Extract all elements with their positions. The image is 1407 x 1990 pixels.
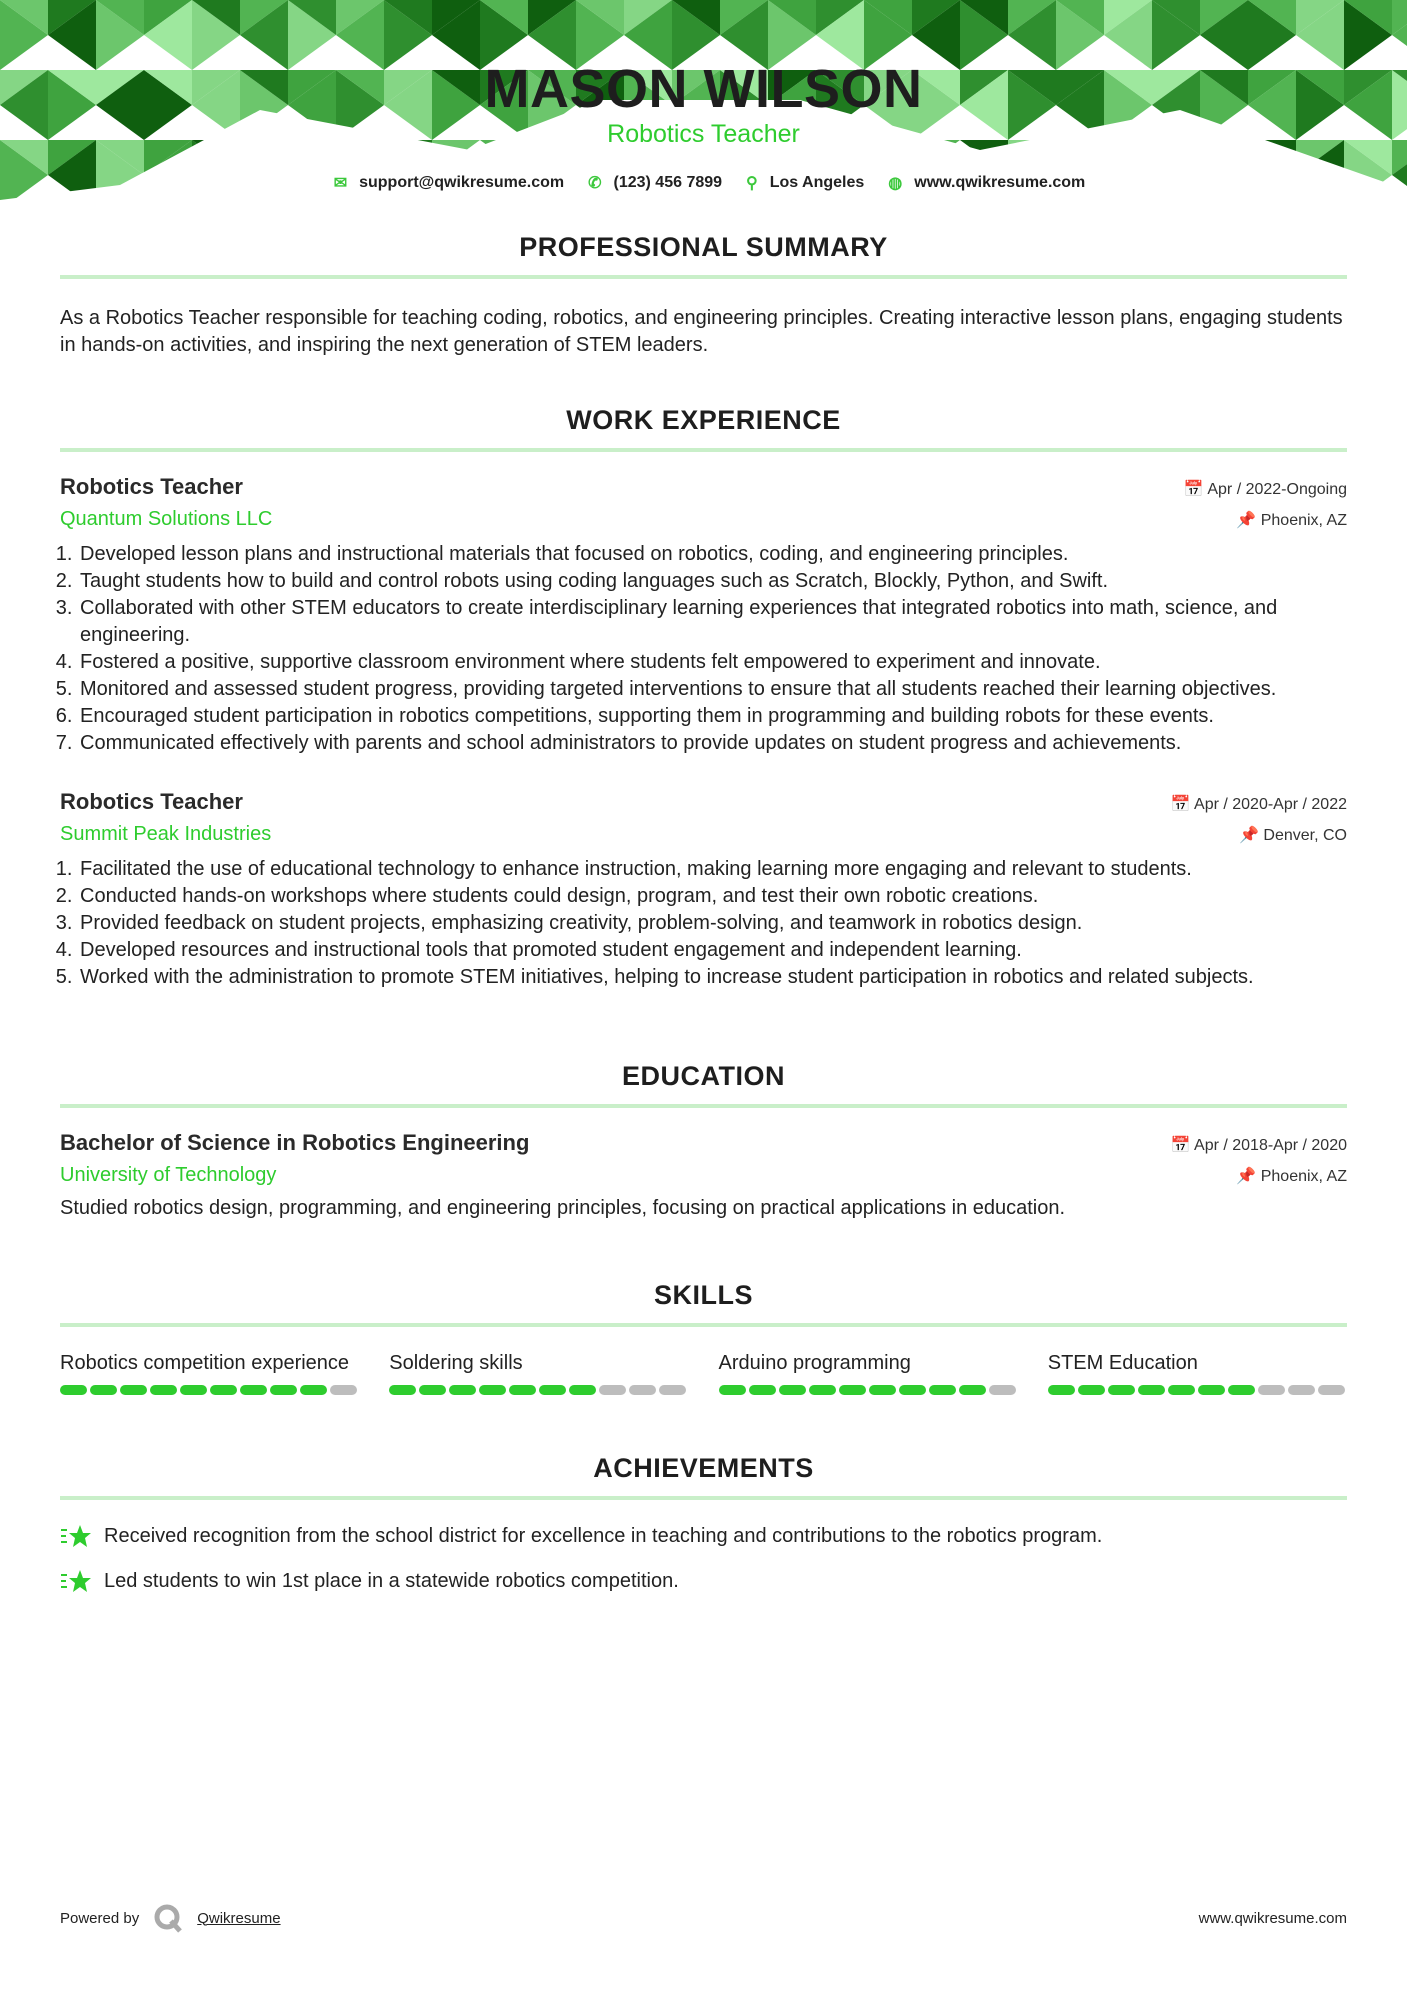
- skill-segment: [629, 1385, 656, 1395]
- pin-icon: 📌: [1239, 827, 1264, 844]
- bullet-item: 4. Fostered a positive, supportive classroom environment where students felt empowered to experiment and innovate.: [78, 649, 1347, 676]
- skill-segment: [1318, 1385, 1345, 1395]
- skill-name: Soldering skills: [389, 1352, 523, 1374]
- skill-segment: [1048, 1385, 1075, 1395]
- skill-segment: [1108, 1385, 1135, 1395]
- bullet-item: 2. Conducted hands-on workshops where students could design, program, and test their own robotic creations.: [78, 883, 1347, 910]
- edu-desc: Studied robotics design, programming, and engineering principles, focusing on practical applications in education.: [60, 1197, 1066, 1219]
- email[interactable]: support@qwikresume.com: [359, 174, 565, 191]
- skill-segment: [509, 1385, 536, 1395]
- star-award-icon: [60, 1522, 92, 1550]
- skill-segment: [449, 1385, 476, 1395]
- phone: (123) 456 7899: [613, 174, 723, 191]
- section-heading-education: EDUCATION: [60, 1061, 1347, 1108]
- skill-level-bar: [60, 1385, 359, 1395]
- skill-segment: [959, 1385, 986, 1395]
- skill-segment: [779, 1385, 806, 1395]
- globe-icon: ◍: [888, 175, 903, 192]
- footer-site[interactable]: www.qwikresume.com: [1198, 1909, 1347, 1927]
- phone-icon: ✆: [588, 175, 602, 192]
- skill-item: [719, 1349, 1018, 1395]
- skill-segment: [60, 1385, 87, 1395]
- candidate-role: Robotics Teacher: [607, 120, 800, 148]
- job-entry: [60, 789, 1347, 991]
- achievement-text: Received recognition from the school district for excellence in teaching and contributions to the robotics program.: [104, 1524, 1103, 1547]
- section-heading-work: WORK EXPERIENCE: [60, 405, 1347, 452]
- envelope-icon: ✉: [333, 175, 348, 192]
- skill-segment: [1258, 1385, 1285, 1395]
- skill-name: Robotics competition experience: [60, 1352, 350, 1374]
- bullet-item: 5. Monitored and assessed student progress, providing targeted interventions to ensure that all students reached their learning objectives.: [78, 676, 1347, 703]
- candidate-name: MASON WILSON: [484, 59, 923, 119]
- section-heading-achievements: ACHIEVEMENTS: [60, 1453, 1347, 1500]
- location-pin-icon: ⚲: [746, 175, 758, 192]
- bullet-item: 7. Communicated effectively with parents and school administrators to provide updates on student progress and achievements.: [78, 730, 1347, 757]
- website[interactable]: www.qwikresume.com: [914, 174, 1086, 191]
- calendar-icon: 📅: [1170, 796, 1195, 813]
- job-dates: Apr / 2022-Ongoing: [1207, 481, 1347, 498]
- calendar-icon: 📅: [1183, 481, 1208, 498]
- skill-segment: [180, 1385, 207, 1395]
- skill-segment: [479, 1385, 506, 1395]
- skill-segment: [120, 1385, 147, 1395]
- achievement-text: Led students to win 1st place in a statewide robotics competition.: [104, 1569, 679, 1592]
- location: Los Angeles: [769, 174, 865, 191]
- skill-segment: [210, 1385, 237, 1395]
- bullet-item: 6. Encouraged student participation in robotics competitions, supporting them in programming and building robots for these events.: [78, 703, 1347, 730]
- skill-name: Arduino programming: [718, 1352, 911, 1374]
- section-heading-skills: SKILLS: [60, 1280, 1347, 1327]
- skill-segment: [1168, 1385, 1195, 1395]
- skill-segment: [150, 1385, 177, 1395]
- job-dates: Apr / 2020-Apr / 2022: [1194, 796, 1347, 813]
- contact-bar: [0, 173, 1407, 193]
- skill-segment: [989, 1385, 1016, 1395]
- skill-item: [389, 1349, 688, 1395]
- bullet-item: 1. Facilitated the use of educational technology to enhance instruction, making learning more engaging and relevant to students.: [78, 856, 1347, 883]
- job-bullets: [78, 541, 1347, 757]
- summary-text: As a Robotics Teacher responsible for teaching coding, robotics, and engineering principles. Creating interactive lesson plans, engaging students in hands-on activities, and inspiring the next generation of STEM leaders.: [60, 307, 1343, 356]
- company: Summit Peak Industries: [60, 823, 272, 845]
- skill-segment: [1078, 1385, 1105, 1395]
- job-bullets: [78, 856, 1347, 991]
- bullet-item: 4. Developed resources and instructional tools that promoted student engagement and independent learning.: [78, 937, 1347, 964]
- pin-icon: 📌: [1236, 512, 1261, 529]
- job-title: Robotics Teacher: [60, 789, 243, 814]
- skill-segment: [389, 1385, 416, 1395]
- skill-item: [60, 1349, 359, 1395]
- job-title: Robotics Teacher: [60, 474, 243, 499]
- job-entry: [60, 474, 1347, 757]
- skill-segment: [1228, 1385, 1255, 1395]
- skill-segment: [300, 1385, 327, 1395]
- bullet-item: 2. Taught students how to build and control robots using coding languages such as Scratch, Blockly, Python, and Swift.: [78, 568, 1347, 595]
- school: University of Technology: [60, 1164, 277, 1186]
- skill-level-bar: [389, 1385, 688, 1395]
- skill-item: [1048, 1349, 1347, 1395]
- skill-segment: [1198, 1385, 1225, 1395]
- skill-segment: [929, 1385, 956, 1395]
- star-award-icon: [60, 1567, 92, 1595]
- section-heading-summary: PROFESSIONAL SUMMARY: [60, 232, 1347, 279]
- skill-segment: [240, 1385, 267, 1395]
- powered-by: Powered by: [60, 1909, 140, 1927]
- calendar-icon: 📅: [1170, 1137, 1195, 1154]
- skill-segment: [90, 1385, 117, 1395]
- skill-segment: [539, 1385, 566, 1395]
- achievement-item: [60, 1522, 1347, 1550]
- skill-segment: [749, 1385, 776, 1395]
- pin-icon: 📌: [1236, 1168, 1261, 1185]
- skill-segment: [270, 1385, 297, 1395]
- skill-name: STEM Education: [1047, 1352, 1198, 1374]
- skills-list: [60, 1349, 1347, 1395]
- skill-segment: [719, 1385, 746, 1395]
- bullet-item: 5. Worked with the administration to promote STEM initiatives, helping to increase student participation in robotics and related subjects.: [78, 964, 1347, 991]
- achievement-item: [60, 1567, 1347, 1595]
- skill-segment: [839, 1385, 866, 1395]
- edu-location: Phoenix, AZ: [1260, 1168, 1347, 1185]
- skill-segment: [899, 1385, 926, 1395]
- skill-segment: [659, 1385, 686, 1395]
- skill-segment: [869, 1385, 896, 1395]
- skill-segment: [330, 1385, 357, 1395]
- skill-segment: [809, 1385, 836, 1395]
- bullet-item: 3. Collaborated with other STEM educators to create interdisciplinary learning experiences that integrated robotics into math, science, and engineering.: [78, 595, 1347, 649]
- skill-segment: [599, 1385, 626, 1395]
- job-location: Denver, CO: [1263, 827, 1347, 844]
- footer: [60, 1903, 1347, 1933]
- edu-dates: Apr / 2018-Apr / 2020: [1194, 1137, 1347, 1154]
- skill-segment: [1288, 1385, 1315, 1395]
- company: Quantum Solutions LLC: [60, 508, 273, 530]
- brand-link[interactable]: Qwikresume: [197, 1909, 281, 1927]
- degree: Bachelor of Science in Robotics Engineering: [60, 1130, 530, 1155]
- skill-level-bar: [719, 1385, 1018, 1395]
- skill-segment: [1138, 1385, 1165, 1395]
- skill-segment: [569, 1385, 596, 1395]
- job-location: Phoenix, AZ: [1260, 512, 1347, 529]
- bullet-item: 3. Provided feedback on student projects, emphasizing creativity, problem-solving, and teamwork in robotics design.: [78, 910, 1347, 937]
- qwikresume-logo-icon: [153, 1903, 183, 1933]
- skill-level-bar: [1048, 1385, 1347, 1395]
- bullet-item: 1. Developed lesson plans and instructional materials that focused on robotics, coding, and engineering principles.: [78, 541, 1347, 568]
- skill-segment: [419, 1385, 446, 1395]
